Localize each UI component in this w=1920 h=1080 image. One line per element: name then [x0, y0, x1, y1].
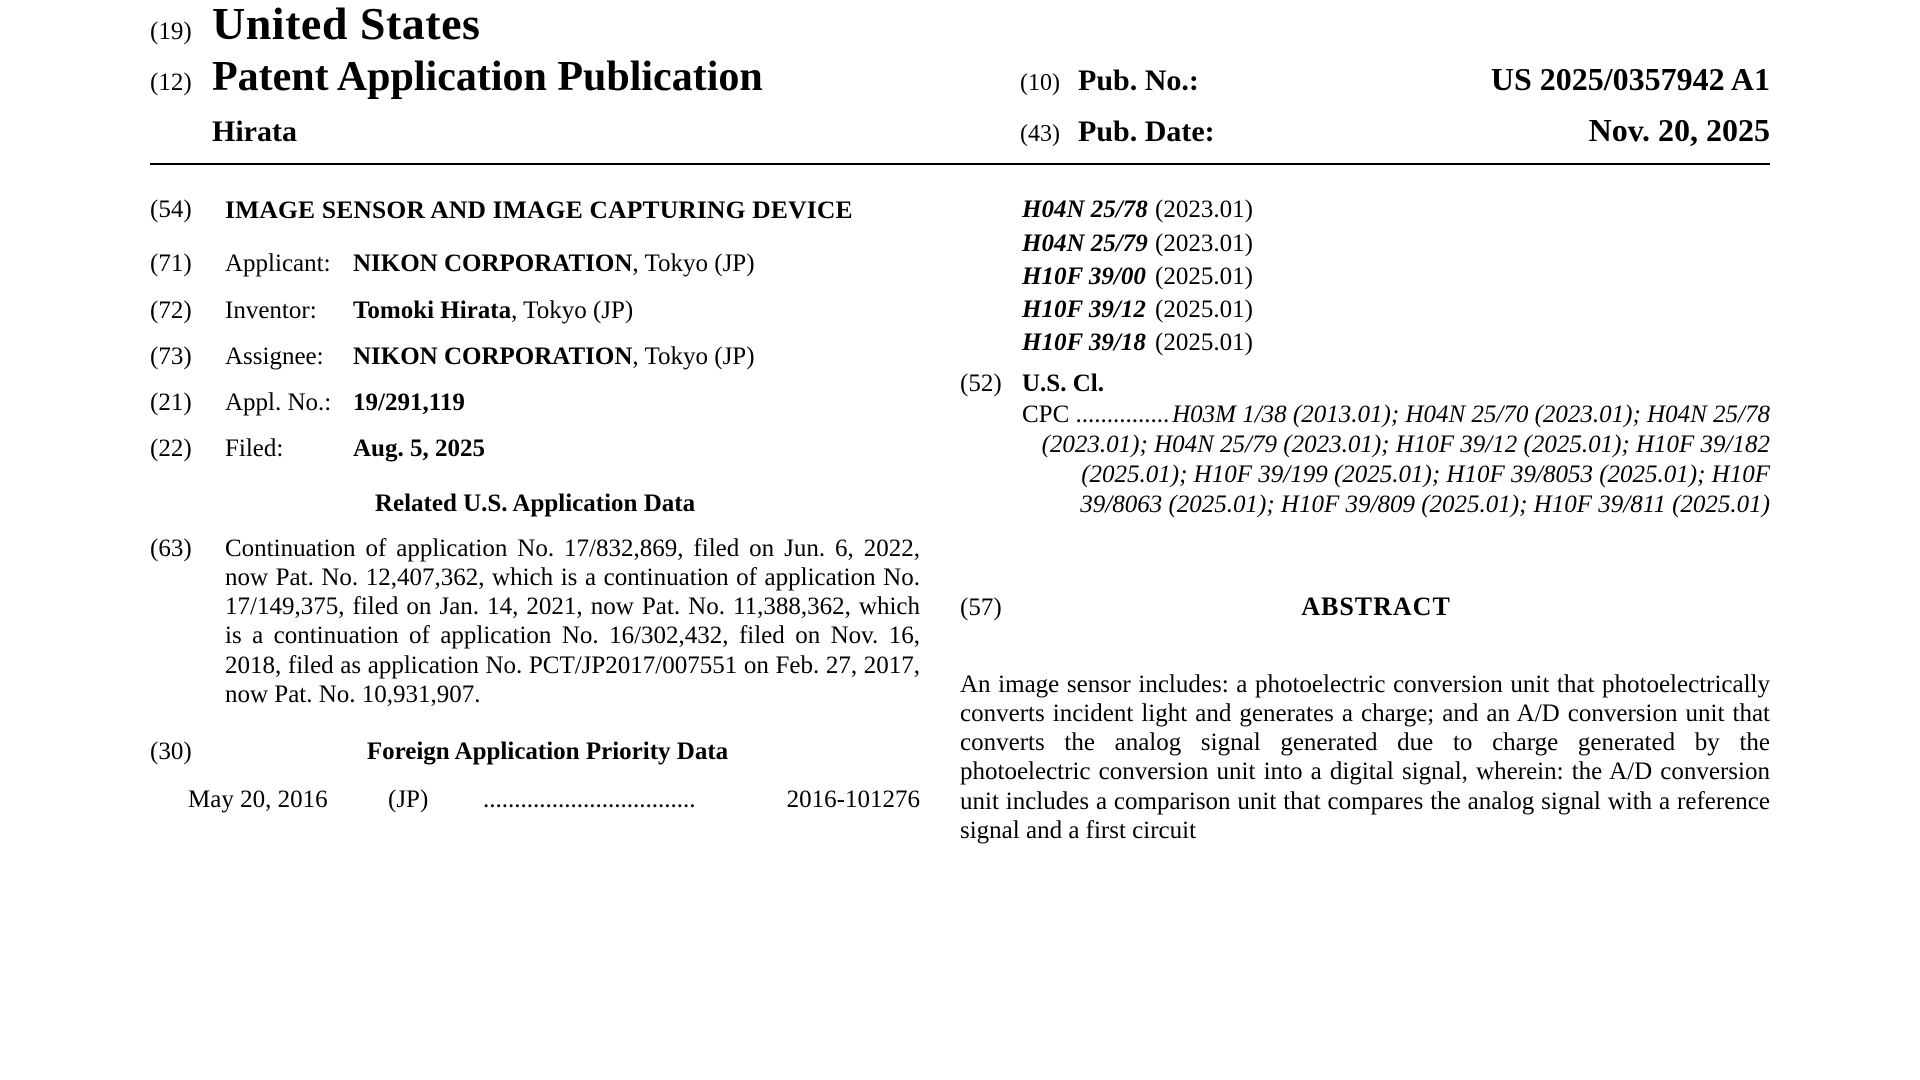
field-inventor — [150, 296, 920, 325]
field-related-application — [150, 534, 920, 710]
inventor-surname: Hirata — [212, 115, 297, 149]
foreign-priority-heading: Foreign Application Priority Data — [366, 738, 729, 766]
field-foreign-priority-heading — [150, 737, 920, 766]
header-row-doctype — [150, 54, 1770, 100]
field-assignee — [150, 342, 920, 371]
related-data-heading: Related U.S. Application Data — [374, 489, 696, 517]
ipc-year: (2025.01) — [1155, 296, 1253, 324]
field-assignee-code: (73) — [150, 342, 192, 370]
ipc-list — [960, 195, 1770, 357]
priority-date: May 20, 2016 — [188, 786, 328, 814]
cpc-block — [960, 400, 1770, 520]
ipc-entry — [960, 262, 1770, 291]
country-name: United States — [212, 0, 481, 49]
field-inventor-code: (72) — [150, 296, 192, 324]
us-cl-code: (52) — [960, 369, 1002, 397]
ipc-entry — [960, 295, 1770, 324]
field-related-code: (63) — [150, 534, 192, 562]
code-10: (10) — [1020, 70, 1060, 97]
ipc-year: (2025.01) — [1155, 329, 1253, 357]
priority-dots: .................................. — [483, 786, 696, 814]
applicant-name: NIKON CORPORATION — [353, 250, 633, 278]
inventor-location: , Tokyo (JP) — [511, 296, 634, 324]
abstract-label: ABSTRACT — [1301, 591, 1451, 621]
us-cl-label: U.S. Cl. — [1022, 369, 1104, 397]
ipc-entry — [960, 229, 1770, 258]
left-column — [150, 195, 940, 845]
abstract-heading — [960, 592, 1770, 622]
cpc-dots: ............... — [1075, 400, 1170, 428]
field-appl-no — [150, 388, 920, 417]
right-column — [940, 195, 1770, 845]
header-row-inventor — [150, 112, 1770, 149]
code-43: (43) — [1020, 121, 1060, 148]
pub-no-row — [1020, 61, 1770, 98]
applicant-label: Applicant: — [225, 250, 331, 278]
foreign-priority-row — [150, 786, 920, 814]
patent-header — [150, 0, 1770, 165]
assignee-name: NIKON CORPORATION — [353, 342, 633, 370]
pub-date-row — [1020, 112, 1770, 149]
ipc-entry — [960, 195, 1770, 224]
inventor-label: Inventor: — [225, 296, 317, 324]
ipc-code: H10F 39/18 — [1022, 329, 1146, 357]
code-12: (12) — [150, 69, 192, 97]
related-application-text: Continuation of application No. 17/832,869, filed on Jun. 6, 2022, now Pat. No. 12,407,362, which is a continuation of application No. 17/149,375, filed on Jan. 14, 2021, now Pat. No. 11,388,362, which is a continuation of application No. 16/302,432, filed on Nov. 16, 2018, filed as application No. PCT/JP2017/007551 on Feb. 27, 2017, now Pat. No. 10,931,907. — [225, 534, 920, 708]
pub-no-value: US 2025/0357942 A1 — [1490, 61, 1770, 98]
cpc-text: H03M 1/38 (2013.01); H04N 25/70 (2023.01); H04N 25/78 (2023.01); H04N 25/79 (2023.01); H10F 39/12 (2025.01); H10F 39/182 (2025.01); H10F 39/199 (2025.01); H10F 39/8053 (2025.01); H10F 39/8063 (2025.01); H10F 39/809 (2025.01); H10F 39/811 (2025.01) — [1041, 400, 1770, 518]
field-filed-code: (22) — [150, 435, 192, 463]
ipc-year: (2025.01) — [1155, 262, 1253, 290]
priority-number: 2016-101276 — [786, 786, 920, 814]
field-applicant-code: (71) — [150, 250, 192, 278]
us-cl-heading — [960, 370, 1770, 398]
ipc-year: (2023.01) — [1155, 229, 1253, 257]
pub-date-value: Nov. 20, 2025 — [1588, 112, 1770, 149]
code-19: (19) — [150, 18, 192, 45]
front-page-columns — [150, 195, 1770, 845]
ipc-year: (2023.01) — [1155, 196, 1253, 224]
applicant-location: , Tokyo (JP) — [632, 250, 755, 278]
field-foreign-code: (30) — [150, 738, 192, 766]
field-filed — [150, 434, 920, 463]
document-type: Patent Application Publication — [212, 54, 763, 101]
abstract-code: (57) — [960, 593, 1002, 621]
ipc-code: H10F 39/00 — [1022, 262, 1146, 290]
field-title — [150, 195, 920, 225]
assignee-label: Assignee: — [225, 342, 324, 370]
priority-country: (JP) — [388, 786, 429, 814]
header-row-country — [150, 0, 1770, 48]
invention-title: IMAGE SENSOR AND IMAGE CAPTURING DEVICE — [225, 195, 853, 225]
assignee-location: , Tokyo (JP) — [632, 342, 755, 370]
appl-no-value: 19/291,119 — [353, 389, 465, 417]
ipc-code: H04N 25/78 — [1022, 196, 1148, 224]
filed-label: Filed: — [225, 435, 284, 463]
appl-no-label: Appl. No.: — [225, 389, 332, 417]
cpc-label: CPC — [1022, 400, 1070, 428]
ipc-entry — [960, 328, 1770, 357]
filed-value: Aug. 5, 2025 — [353, 435, 485, 463]
pub-no-label: Pub. No.: — [1078, 64, 1199, 98]
header-divider — [150, 163, 1770, 165]
ipc-code: H04N 25/79 — [1022, 229, 1148, 257]
pub-date-label: Pub. Date: — [1078, 115, 1215, 149]
field-appl-no-code: (21) — [150, 389, 192, 417]
ipc-code: H10F 39/12 — [1022, 296, 1146, 324]
field-applicant — [150, 249, 920, 278]
inventor-name: Tomoki Hirata — [353, 296, 512, 324]
abstract-text: An image sensor includes: a photoelectric conversion unit that photoelectrically converts incident light and generates a charge; and an A/D conversion unit that converts the analog signal generated due to charge generated by the photoelectric conversion unit into a digital signal, wherein: the A/D conversion unit includes a comparison unit that compares the analog signal with a reference signal and a first circuit — [960, 670, 1770, 844]
field-title-code: (54) — [150, 196, 192, 224]
